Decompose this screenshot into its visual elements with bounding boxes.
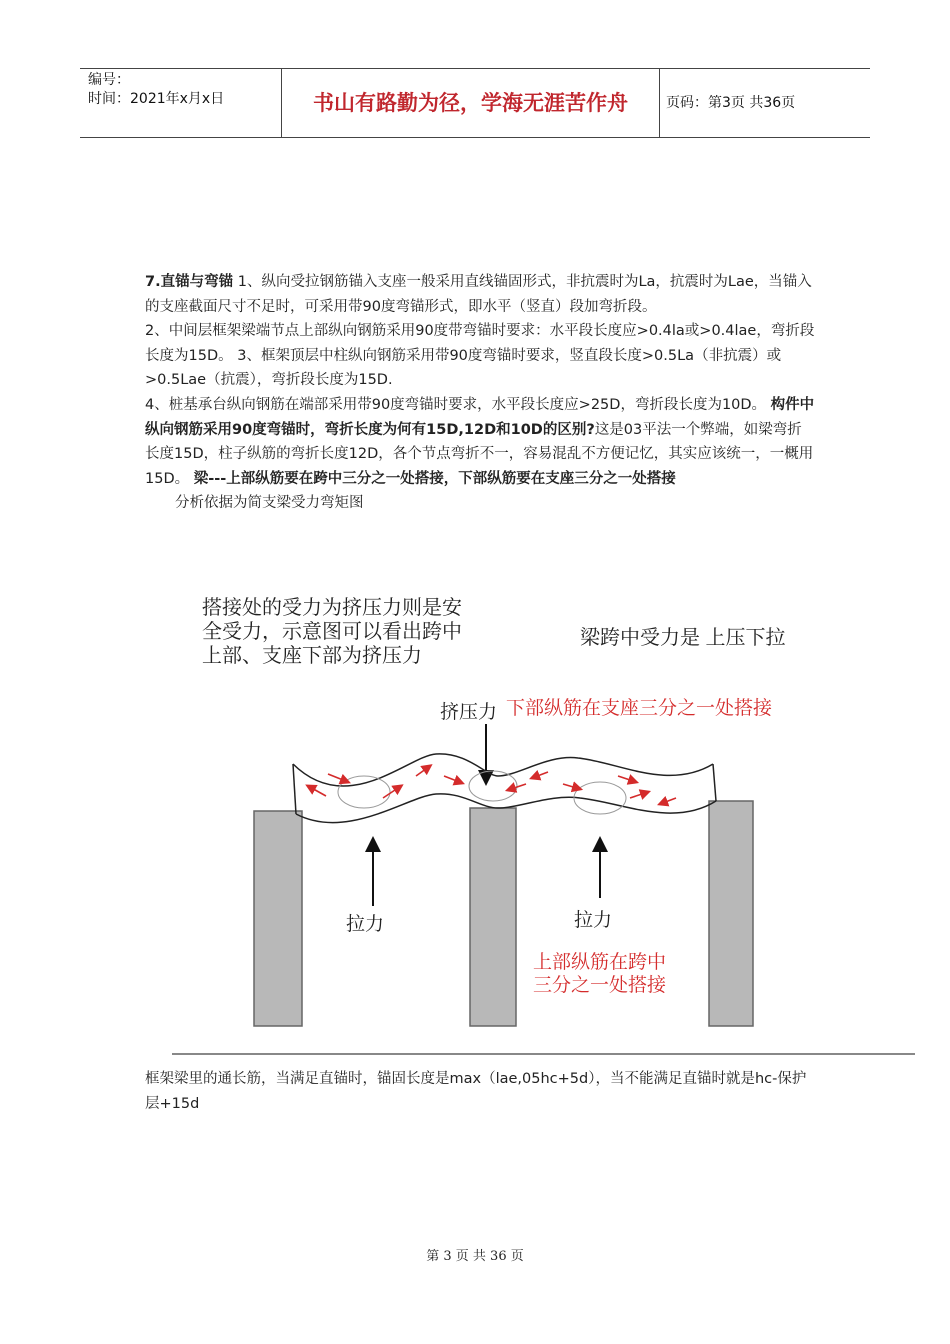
note-left-line-3: 上部、支座下部为挤压力: [202, 645, 422, 667]
label-tension-right: 拉力: [574, 910, 613, 931]
bold-question: 构件中纵向钢筋采用90度弯锚时，弯折长度为何有15D,12D和10D的区别?: [145, 396, 815, 438]
note-left-line-1: 搭接处的受力为挤压力则是安: [202, 597, 462, 619]
header-motto: 书山有路勤为径，学海无涯苦作舟: [313, 91, 628, 115]
beam-top-edge: [293, 754, 713, 786]
header-number: 编号：: [88, 72, 130, 88]
column-right: [709, 801, 753, 1026]
note-left-line-2: 全受力，示意图可以看出跨中: [202, 621, 462, 643]
paragraph: [145, 270, 815, 319]
divider-line: [172, 1053, 915, 1055]
beam-diagram-svg: [168, 586, 920, 1046]
paragraph: 2、中间层框架梁端节点上部纵向钢筋采用90度带弯锚时要求：水平段长度应>0.4la或>0.4lae，弯折段长度为15D。 3、框架顶层中柱纵向钢筋采用带90度弯锚时要求，竖直段长度>0.5La（非抗震）或>0.5Lae（抗震），弯折段长度为15D.: [145, 323, 815, 389]
paragraph-text: 1、纵向受拉钢筋锚入支座一般采用直线锚固形式，非抗震时为La，抗震时为Lae，当锚入的支座截面尺寸不足时，可采用带90度弯锚形式，即水平（竖直）段加弯折段。: [145, 274, 812, 315]
paragraph: 框架梁里的通长筋，当满足直锚时，锚固长度是max（lae,05hc+5d），当不能满足直锚时就是hc-保护层+15d: [145, 1071, 807, 1112]
page-footer: 第 3 页 共 36 页: [426, 1249, 524, 1264]
figure-intro: 分析依据为简支梁受力弯矩图: [175, 495, 364, 512]
red-force-arrows: [308, 766, 676, 804]
beam-force-diagram: [168, 586, 920, 1046]
paragraph-text: 4、桩基承台纵向钢筋在端部采用带90度弯锚时要求，水平段长度应>25D，弯折段长度为10D。: [145, 396, 771, 413]
column-middle: [470, 808, 516, 1026]
label-tension-left: 拉力: [346, 914, 385, 935]
note-right: 梁跨中受力是 上压下拉: [580, 627, 786, 649]
closing-text: [145, 1067, 815, 1117]
header-time: 时间：2021年x月x日: [88, 91, 225, 107]
label-compression: 挤压力: [440, 702, 498, 723]
header-meta: [88, 71, 280, 109]
header-divider: [659, 69, 660, 137]
page-header: [80, 68, 870, 138]
beam-left-end: [293, 764, 296, 814]
paragraph-text: 这是03平法一个弊端，如梁弯折长度15D，柱子纵筋的弯折长度12D，各个节点弯折不一，容易混乱不方便记忆，其实应该统一，一概用15D。: [145, 421, 814, 487]
beam-right-end: [713, 764, 716, 801]
label-red-top: 下部纵筋在支座三分之一处搭接: [506, 698, 773, 719]
header-page-number: 页码：第3页 共36页: [666, 95, 796, 111]
bold-statement: 梁---上部纵筋要在跨中三分之一处搭接，下部纵筋要在支座三分之一处搭接: [193, 470, 676, 487]
label-red-bottom-2: 三分之一处搭接: [533, 975, 667, 996]
column-left: [254, 811, 302, 1026]
section-title: 7.直锚与弯锚: [145, 274, 234, 290]
label-red-bottom-1: 上部纵筋在跨中: [533, 952, 667, 973]
paragraph: [145, 393, 815, 491]
body-text: [145, 270, 815, 516]
